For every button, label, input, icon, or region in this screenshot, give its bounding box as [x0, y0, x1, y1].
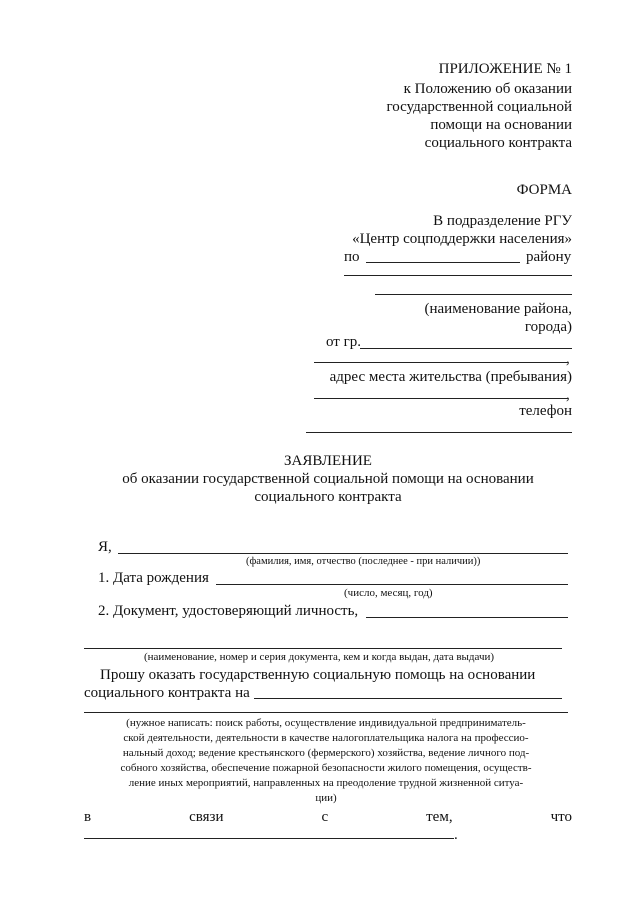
district-label: району: [526, 249, 572, 265]
phone-line[interactable]: [306, 432, 572, 433]
request-line-1: Прошу оказать государственную социальную помощь на основании: [100, 667, 536, 683]
birth-hint: (число, месяц, год): [344, 587, 433, 599]
fio-input-line[interactable]: [118, 553, 568, 554]
appendix-title: ПРИЛОЖЕНИЕ № 1: [438, 61, 572, 77]
appendix-line-2: государственной социальной: [386, 99, 572, 115]
doc-input-line[interactable]: [366, 617, 568, 618]
addressee-line-1: В подразделение РГУ: [433, 213, 572, 229]
reason-input-line[interactable]: [84, 838, 454, 839]
request-line-2-label: социального контракта на: [84, 685, 250, 701]
address-label: адрес места жительства (пребывания): [329, 369, 572, 385]
po-label: по: [344, 249, 360, 265]
purpose-hint-line-1: (нужное написать: поиск работы, осуществление индивидуальной предприниматель-: [126, 717, 526, 729]
purpose-input-line-2[interactable]: [84, 712, 568, 713]
appendix-line-1: к Положению об оказании: [403, 81, 572, 97]
addressee-line-2: «Центр соцподдержки населения»: [352, 231, 572, 247]
form-label: ФОРМА: [516, 182, 572, 198]
birth-label: 1. Дата рождения: [98, 570, 209, 586]
reason-word-4: тем,: [426, 809, 453, 825]
document-subtitle-2: социального контракта: [254, 489, 402, 505]
reason-word-5: что: [550, 809, 572, 825]
purpose-input-line[interactable]: [254, 698, 562, 699]
from-name-line[interactable]: [360, 348, 572, 349]
comma-2: ,: [566, 387, 570, 403]
final-dot: .: [454, 827, 458, 843]
reason-word-1: в: [84, 809, 92, 825]
hint-district-name-1: (наименование района,: [424, 301, 572, 317]
fio-hint: (фамилия, имя, отчество (последнее - при наличии)): [246, 556, 481, 567]
from-label: от гр.: [326, 334, 362, 350]
appendix-line-4: социального контракта: [424, 135, 572, 151]
birth-input-line[interactable]: [216, 584, 568, 585]
phone-label: телефон: [519, 403, 572, 419]
doc-hint: (наименование, номер и серия документа, кем и когда выдан, дата выдачи): [144, 651, 495, 663]
ya-label: Я,: [98, 539, 112, 555]
comma-1: ,: [566, 351, 570, 367]
district-extra-line-2[interactable]: [375, 294, 572, 295]
purpose-hint-line-2: ской деятельности, деятельности в качестве налогоплательщика налога на профессио-: [123, 732, 529, 744]
hint-district-name-2: города): [524, 319, 572, 335]
purpose-hint-line-5: ление иных мероприятий, направленных на преодоление трудной жизненной ситуа-: [128, 777, 524, 789]
reason-row: [84, 808, 572, 826]
from-name-line-2[interactable]: [314, 362, 567, 363]
doc-label: 2. Документ, удостоверяющий личность,: [98, 603, 359, 619]
district-extra-line[interactable]: [344, 275, 572, 276]
appendix-line-3: помощи на основании: [430, 117, 572, 133]
purpose-hint-line-4: собного хозяйства, обеспечение пожарной безопасности жилого помещения, осуществ-: [120, 762, 532, 774]
reason-word-3: с: [321, 809, 329, 825]
address-line[interactable]: [314, 398, 567, 399]
district-input-line[interactable]: [366, 262, 520, 263]
reason-word-2: связи: [189, 809, 224, 825]
document-subtitle-1: об оказании государственной социальной помощи на основании: [122, 471, 534, 487]
purpose-hint-line-6: ции): [315, 792, 337, 804]
purpose-hint-line-3: нальный доход; ведение крестьянского (фермерского) хозяйства, ведение личного под-: [122, 747, 530, 759]
doc-input-line-2[interactable]: [84, 648, 562, 649]
document-title: ЗАЯВЛЕНИЕ: [284, 453, 372, 469]
purpose-hint: [84, 716, 568, 806]
